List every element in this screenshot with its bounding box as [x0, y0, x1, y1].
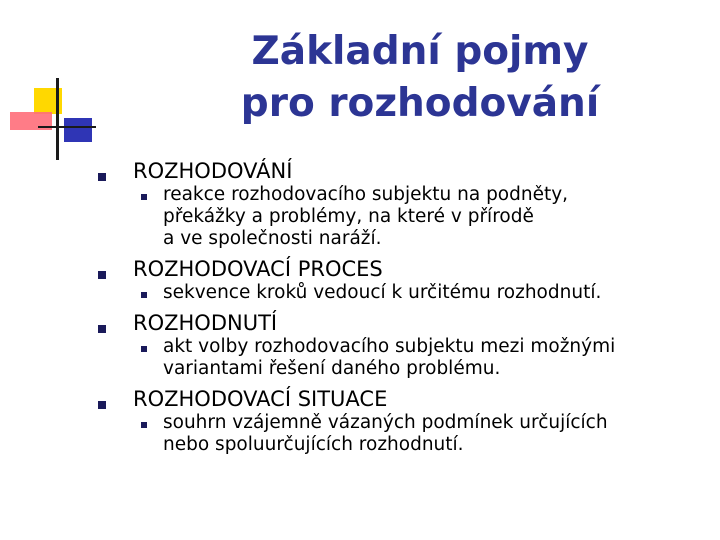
title-line: Základní pojmy	[251, 29, 589, 74]
definition-line: reakce rozhodovacího subjektu na podněty,	[163, 184, 569, 205]
definition	[133, 184, 706, 250]
definition-line: a ve společnosti naráží.	[163, 228, 382, 249]
list-item	[96, 380, 706, 456]
square-bullet-icon	[98, 401, 106, 409]
definition-text	[163, 336, 706, 380]
definition	[133, 282, 706, 304]
term-heading: ROZHODOVACÍ SITUACE	[133, 387, 388, 411]
square-bullet-icon	[98, 271, 106, 279]
square-bullet-icon	[98, 325, 106, 333]
definition-line: akt volby rozhodovacího subjektu mezi možnými	[163, 336, 616, 357]
square-bullet-icon	[98, 173, 106, 181]
list-item	[96, 250, 706, 304]
definition-line: sekvence kroků vedoucí k určitému rozhodnutí.	[163, 282, 602, 303]
title-line: pro rozhodování	[240, 81, 600, 126]
logo-blue-square	[64, 118, 92, 142]
definition-line: souhrn vzájemně vázaných podmínek určujících	[163, 412, 608, 433]
logo-horizontal-line	[38, 126, 96, 128]
square-bullet-icon	[141, 422, 147, 428]
term-heading: ROZHODNUTÍ	[133, 311, 278, 335]
square-bullet-icon	[141, 194, 147, 200]
term-heading: ROZHODOVÁNÍ	[133, 159, 293, 183]
definition	[133, 336, 706, 380]
definition-line: variantami řešení daného problému.	[163, 358, 501, 379]
logo-vertical-line	[56, 78, 59, 160]
definition	[133, 412, 706, 456]
definition-text	[163, 282, 706, 304]
term-heading: ROZHODOVACÍ PROCES	[133, 257, 383, 281]
list-item	[96, 304, 706, 380]
square-bullet-icon	[141, 346, 147, 352]
list-item	[96, 152, 706, 250]
definition-text	[163, 184, 706, 250]
square-bullet-icon	[141, 292, 147, 298]
definition-list	[96, 152, 706, 456]
slide-title	[150, 26, 690, 130]
definition-line: nebo spoluurčujících rozhodnutí.	[163, 434, 464, 455]
definition-line: překážky a problémy, na které v přírodě	[163, 206, 534, 227]
definition-text	[163, 412, 706, 456]
